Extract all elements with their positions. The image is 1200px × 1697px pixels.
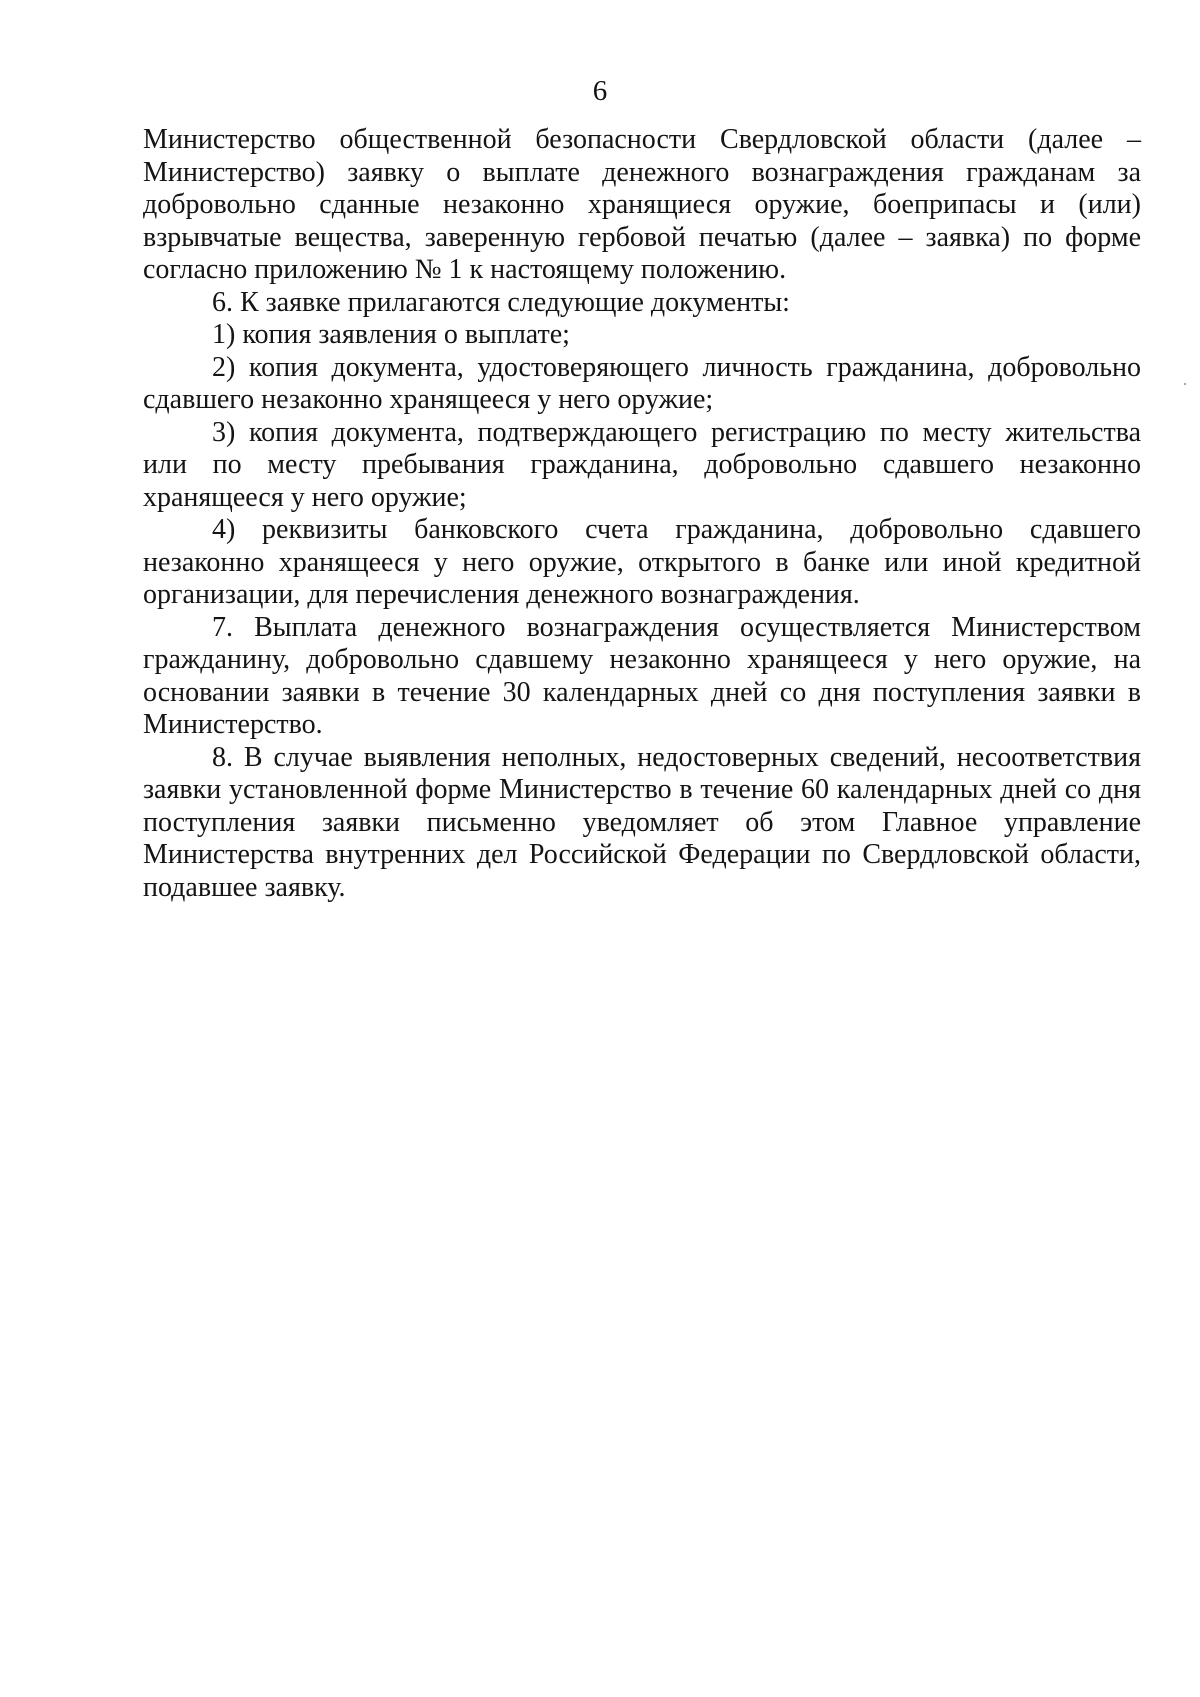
scan-artifact [1184,383,1186,385]
paragraph-item-6: 6. К заявке прилагаются следующие документы: [212,286,790,318]
paragraph-item-8: 8. В случае выявления неполных, недостоверных сведений, несоответствия заявки установленной форме Министерство в течение 60 календарных дней со дня поступления заявки письменно уведомляет об этом Главное управление Министерства внутренних дел Российской Федерации по Свердловской области, подавшее заявку. [143,741,1141,903]
paragraph-item-7: 7. Выплата денежного вознаграждения осуществляется Министерством гражданину, добровольно сдавшему незаконно хранящееся у него оружие, на основании заявки в течение 30 календарных дней со дня поступления заявки в Министерство. [143,611,1141,740]
list-item-3: 3) копия документа, подтверждающего регистрацию по месту жительства или по месту пребывания гражданина, добровольно сдавшего незаконно хранящееся у него оружие; [143,416,1141,513]
page-number: 6 [592,75,608,107]
paragraph-continuation: Министерство общественной безопасности Свердловской области (далее – Министерство) заявку о выплате денежного вознаграждения гражданам за добровольно сданные незаконно хранящиеся оружие, боеприпасы и (или) взрывчатые вещества, заверенную гербовой печатью (далее – заявка) по форме согласно приложению № 1 к настоящему положению. [143,124,1141,285]
list-item-4: 4) реквизиты банковского счета гражданина, добровольно сдавшего незаконно хранящееся у него оружие, открытого в банке или иной кредитной организации, для перечисления денежного вознаграждения. [143,514,1141,610]
list-item-2: 2) копия документа, удостоверяющего личность гражданина, добровольно сдавшего незаконно хранящееся у него оружие; [143,351,1141,415]
document-body [143,124,1141,904]
list-item-1: 1) копия заявления о выплате; [212,319,570,350]
